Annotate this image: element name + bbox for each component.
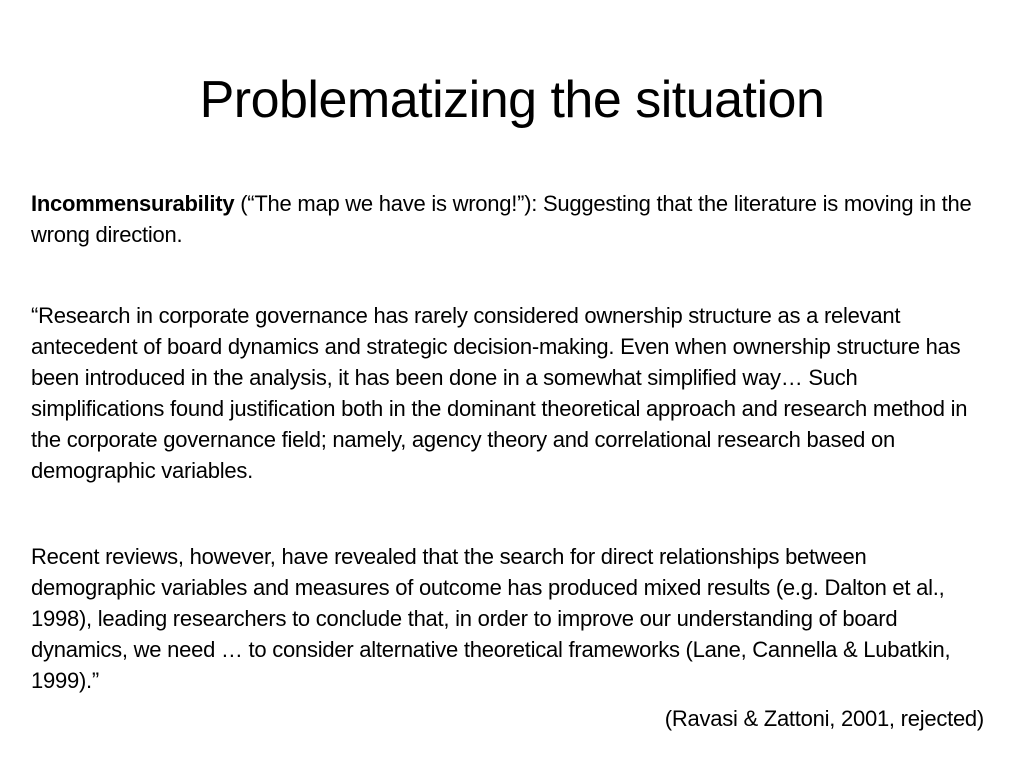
citation: (Ravasi & Zattoni, 2001, rejected) (664, 706, 984, 731)
intro-term: Incommensurability (31, 191, 235, 216)
quote-paragraph-2: Recent reviews, however, have revealed that the search for direct relationships between demographic variables and measures of outcome has produced mixed results (e.g. Dalton et al., 1998), leading researchers to conclude that, in order to improve our understanding of board dynamics, we need … to consider alternative theoretical frameworks (Lane, Cannella & Lubatkin, 1999).” (31, 544, 951, 693)
quote-paragraph-1: “Research in corporate governance has rarely considered ownership structure as a relevant antecedent of board dynamics and strategic decision-making. Even when ownership structure has been introduced in the analysis, it has been done in a somewhat simplified way… Such simplifications found justification both in the dominant theoretical approach and research method in the corporate governance field; namely, agency theory and correlational research based on demographic variables. (31, 303, 968, 483)
intro-text: (“The map we have is wrong!”): Suggesting that the literature is moving in the wrong direction. (31, 191, 972, 247)
intro-paragraph (31, 188, 993, 250)
slide-title: Problematizing the situation (199, 71, 825, 129)
